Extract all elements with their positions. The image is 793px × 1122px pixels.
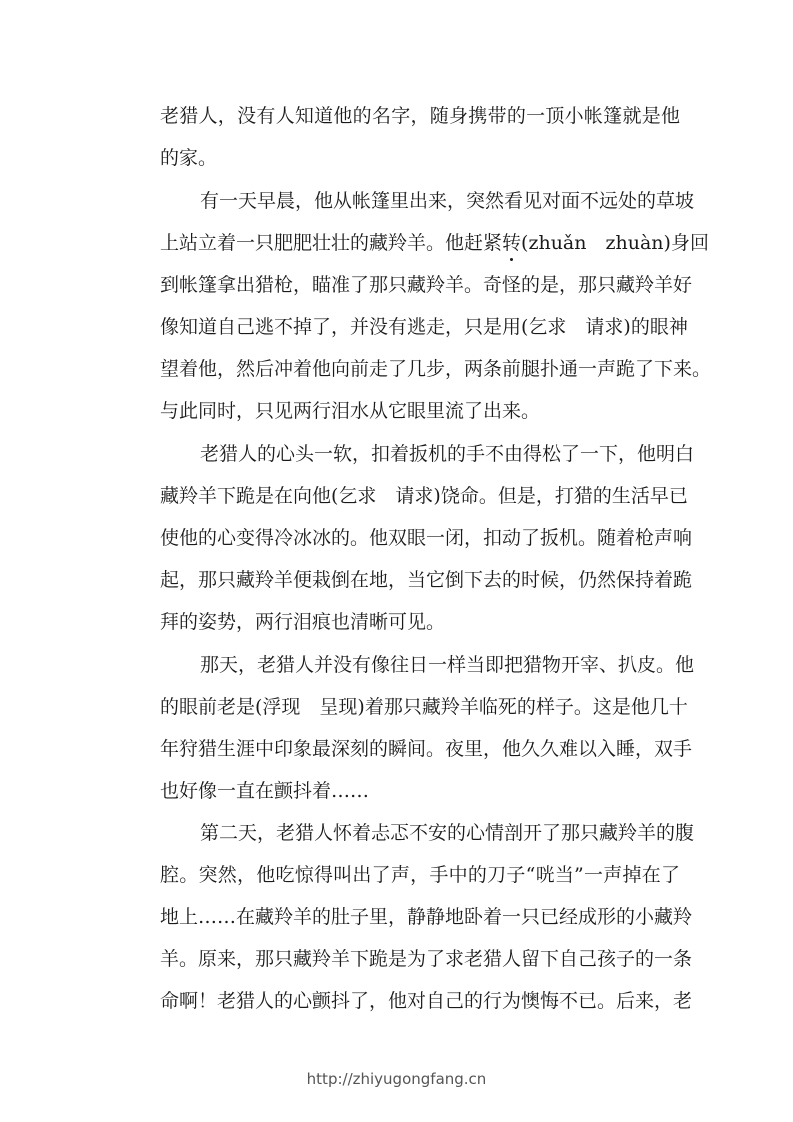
- text-line: 到帐篷拿出猎枪，瞄准了那只藏羚羊。奇怪的是，那只藏羚羊好: [160, 274, 693, 296]
- text-line: 腔。突然，他吃惊得叫出了声，手中的刀子“咣当”一声掉在了: [160, 864, 680, 886]
- text-line: 羊。原来，那只藏羚羊下跪是为了求老猎人留下自己孩子的一条: [160, 948, 693, 970]
- text-line: 年狩猎生涯中印象最深刻的瞬间。夜里，他久久难以入睡，双手: [160, 738, 693, 760]
- text-line: 藏羚羊下跪是在向他(乞求 请求)饶命。但是，打猎的生活早已: [160, 485, 688, 507]
- text-line: 也好像一直在颤抖着……: [160, 780, 370, 802]
- text-line: 望着他，然后冲着他向前走了几步，两条前腿扑通一声跪了下来。: [160, 358, 712, 380]
- text-line: 第二天，老猎人怀着忐忑不安的心情剖开了那只藏羚羊的腹: [200, 822, 695, 844]
- text-line: [160, 232, 709, 254]
- text-line: 有一天早晨，他从帐篷里出来，突然看见对面不远处的草坡: [200, 190, 695, 212]
- text-line: 的眼前老是(浮现 呈现)着那只藏羚羊临死的样子。这是他几十: [160, 696, 688, 718]
- text-line: 的家。: [160, 147, 218, 169]
- text-line: 使他的心变得冷冰冰的。他双眼一闭，扣动了扳机。随着枪声响: [160, 527, 693, 549]
- text-line: 命啊！老猎人的心颤抖了，他对自己的行为懊悔不已。后来，老: [160, 990, 693, 1012]
- text-line: 像知道自己逃不掉了，并没有逃走，只是用(乞求 请求)的眼神: [160, 316, 688, 338]
- text-line: 与此同时，只见两行泪水从它眼里流了出来。: [160, 400, 541, 422]
- pinyin-choice: (zhuǎn zhuàn)身回: [521, 232, 709, 254]
- text-line: 老猎人的心头一软，扣着扳机的手不由得松了一下，他明白: [200, 443, 695, 465]
- footer-url: http://zhiyugongfang.cn: [306, 1070, 487, 1088]
- text-line: 老猎人，没有人知道他的名字，随身携带的一顶小帐篷就是他: [160, 105, 680, 127]
- text-line: 起，那只藏羚羊便栽倒在地，当它倒下去的时候，仍然保持着跪: [160, 569, 693, 591]
- text-line: 那天，老猎人并没有像往日一样当即把猎物开宰、扒皮。他: [200, 654, 695, 676]
- text-line: 地上……在藏羚羊的肚子里，静静地卧着一只已经成形的小藏羚: [160, 906, 693, 928]
- line-segment: 上站立着一只肥肥壮壮的藏羚羊。他赶紧: [160, 232, 503, 254]
- dotted-character: 转: [502, 232, 522, 254]
- text-line: 拜的姿势，两行泪痕也清晰可见。: [160, 611, 446, 633]
